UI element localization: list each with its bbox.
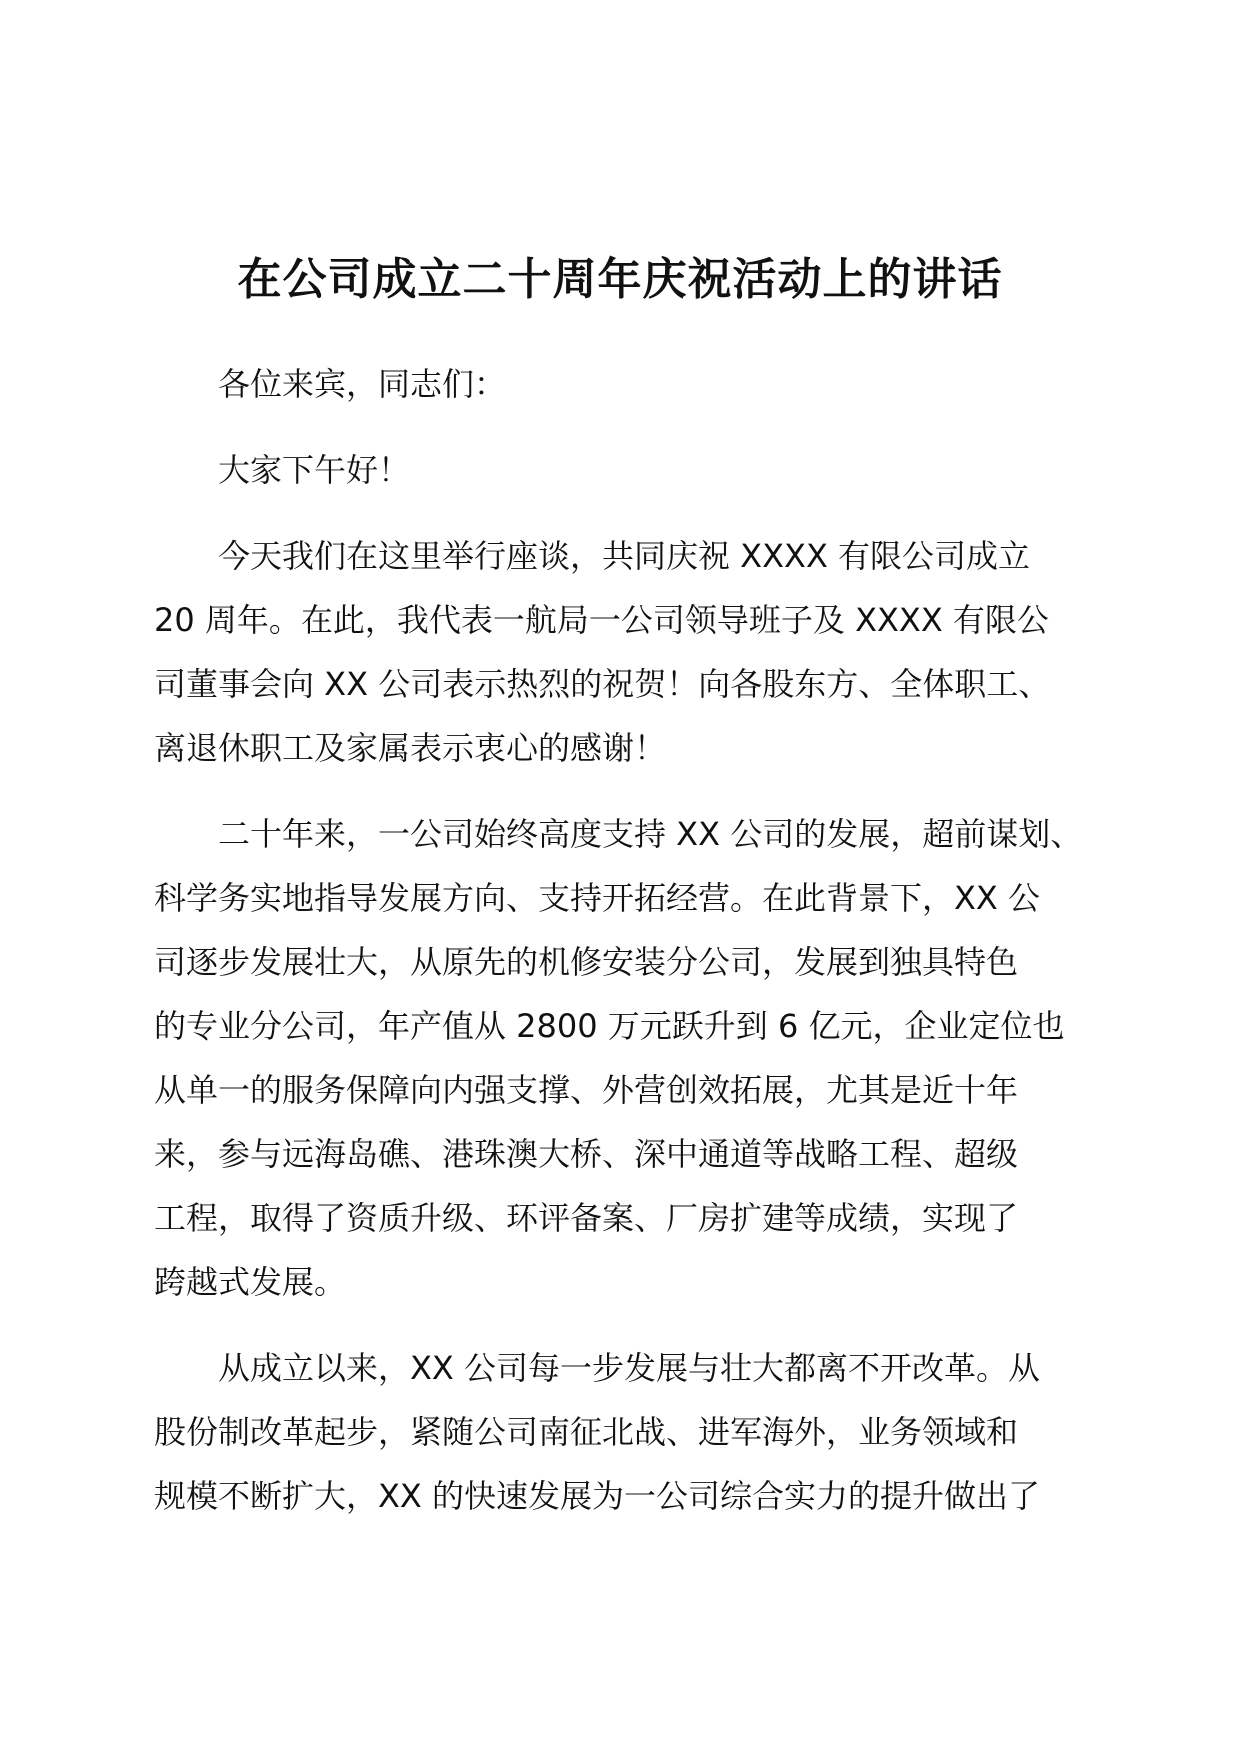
- document-body: [154, 352, 1090, 1550]
- body-paragraph: 从成立以来，XX 公司每一步发展与壮大都离不开改革。从 股份制改革起步，紧随公司南征北战、进军海外，业务领域和 规模不断扩大，XX 的快速发展为一公司综合实力的提升做出了: [154, 1349, 1041, 1515]
- body-paragraph: 今天我们在这里举行座谈，共同庆祝 XXXX 有限公司成立 20 周年。在此，我代表一航局一公司领导班子及 XXXX 有限公 司董事会向 XX 公司表示热烈的祝贺！向各股东方、全体职工、 离退休职工及家属表示衷心的感谢！: [154, 537, 1051, 767]
- body-paragraph: 二十年来，一公司始终高度支持 XX 公司的发展，超前谋划、 科学务实地指导发展方向、支持开拓经营。在此背景下，XX 公 司逐步发展壮大，从原先的机修安装分公司，发展到独具特色 的专业分公司，年产值从 2800 万元跃升到 6 亿元，企业定位也 从单一的服务保障向内强支撑、外营创效拓展，尤其是近十年 来，参与远海岛礁、港珠澳大桥、深中通道等战略工程、超级 工程，取得了资质升级、环评备案、厂房扩建等成绩，实现了 跨越式发展。: [154, 815, 1083, 1301]
- salutation-paragraph: 各位来宾，同志们：: [218, 365, 507, 403]
- greeting-paragraph: 大家下午好！: [218, 451, 411, 489]
- document-title: 在公司成立二十周年庆祝活动上的讲话: [237, 254, 1003, 305]
